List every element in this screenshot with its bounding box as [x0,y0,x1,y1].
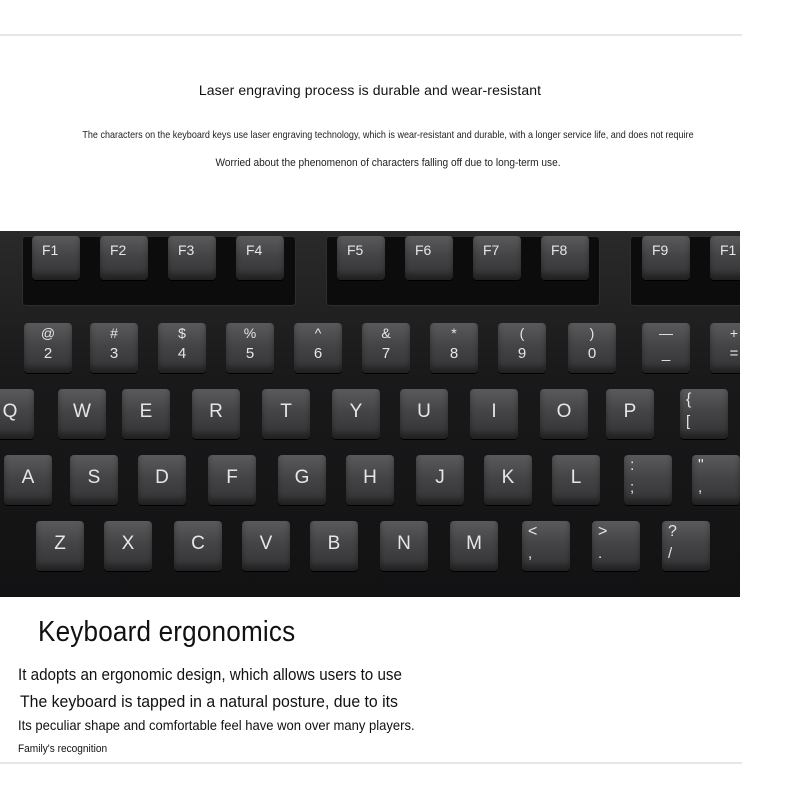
key-5: % 5 [226,323,274,373]
key-f3: F3 [168,236,216,280]
key-l: L [552,455,600,505]
key-semicolon: : ; [624,455,672,505]
key-u: U [400,389,448,439]
keyboard-photo [0,231,740,597]
key-f1: F1 [32,236,80,280]
ergonomics-text-line-1: It adopts an ergonomic design, which allows users to use [18,666,402,684]
key-f5: F5 [337,236,385,280]
key-bracket: { [ [680,389,728,439]
key-a: A [4,455,52,505]
key-f6: F6 [405,236,453,280]
key-6: ^ 6 [294,323,342,373]
key-f9: F9 [642,236,690,280]
key-r: R [192,389,240,439]
key-f8: F8 [541,236,589,280]
key-k: K [484,455,532,505]
key-f: F [208,455,256,505]
key-8: * 8 [430,323,478,373]
key-f7: F7 [473,236,521,280]
key-y: Y [332,389,380,439]
key-quote: " , [692,455,740,505]
key-j: J [416,455,464,505]
key-q: Q [0,389,34,439]
key-f4: F4 [236,236,284,280]
key-0: ) 0 [568,323,616,373]
ergonomics-text-line-3: Its peculiar shape and comfortable feel have won over many players. [18,717,415,733]
laser-engraving-title: Laser engraving process is durable and wear-resistant [198,82,542,98]
top-divider [0,34,742,36]
key-s: S [70,455,118,505]
key-4: $ 4 [158,323,206,373]
key-c: C [174,521,222,571]
laser-engraving-description: The characters on the keyboard keys use laser engraving technology, which is wear-resistant and durable, with a longer service life, and does not require [82,129,694,141]
bottom-divider [0,762,742,764]
ergonomics-text-line-2: The keyboard is tapped in a natural posture, due to its [20,692,398,711]
key-o: O [540,389,588,439]
key-9: ( 9 [498,323,546,373]
ergonomics-text-line-4: Family's recognition [18,743,108,755]
key-7: & 7 [362,323,410,373]
key-n: N [380,521,428,571]
key-i: I [470,389,518,439]
key-slash: ? / [662,521,710,571]
key-g: G [278,455,326,505]
key-z: Z [36,521,84,571]
key-h: H [346,455,394,505]
key-period: > . [592,521,640,571]
key-comma: < , [522,521,570,571]
key-x: X [104,521,152,571]
key-p: P [606,389,654,439]
key-d: D [138,455,186,505]
key-b: B [310,521,358,571]
key-f2: F2 [100,236,148,280]
key-equals-partial: + = [710,323,740,373]
key-3: # 3 [90,323,138,373]
key-f10-partial: F1 [710,236,740,280]
ergonomics-heading: Keyboard ergonomics [38,616,296,648]
key-m: M [450,521,498,571]
key-2: @ 2 [24,323,72,373]
laser-engraving-description-cont: Worried about the phenomenon of characters falling off due to long-term use. [215,157,561,169]
key-v: V [242,521,290,571]
key-w: W [58,389,106,439]
key-minus: — _ [642,323,690,373]
key-t: T [262,389,310,439]
key-e: E [122,389,170,439]
